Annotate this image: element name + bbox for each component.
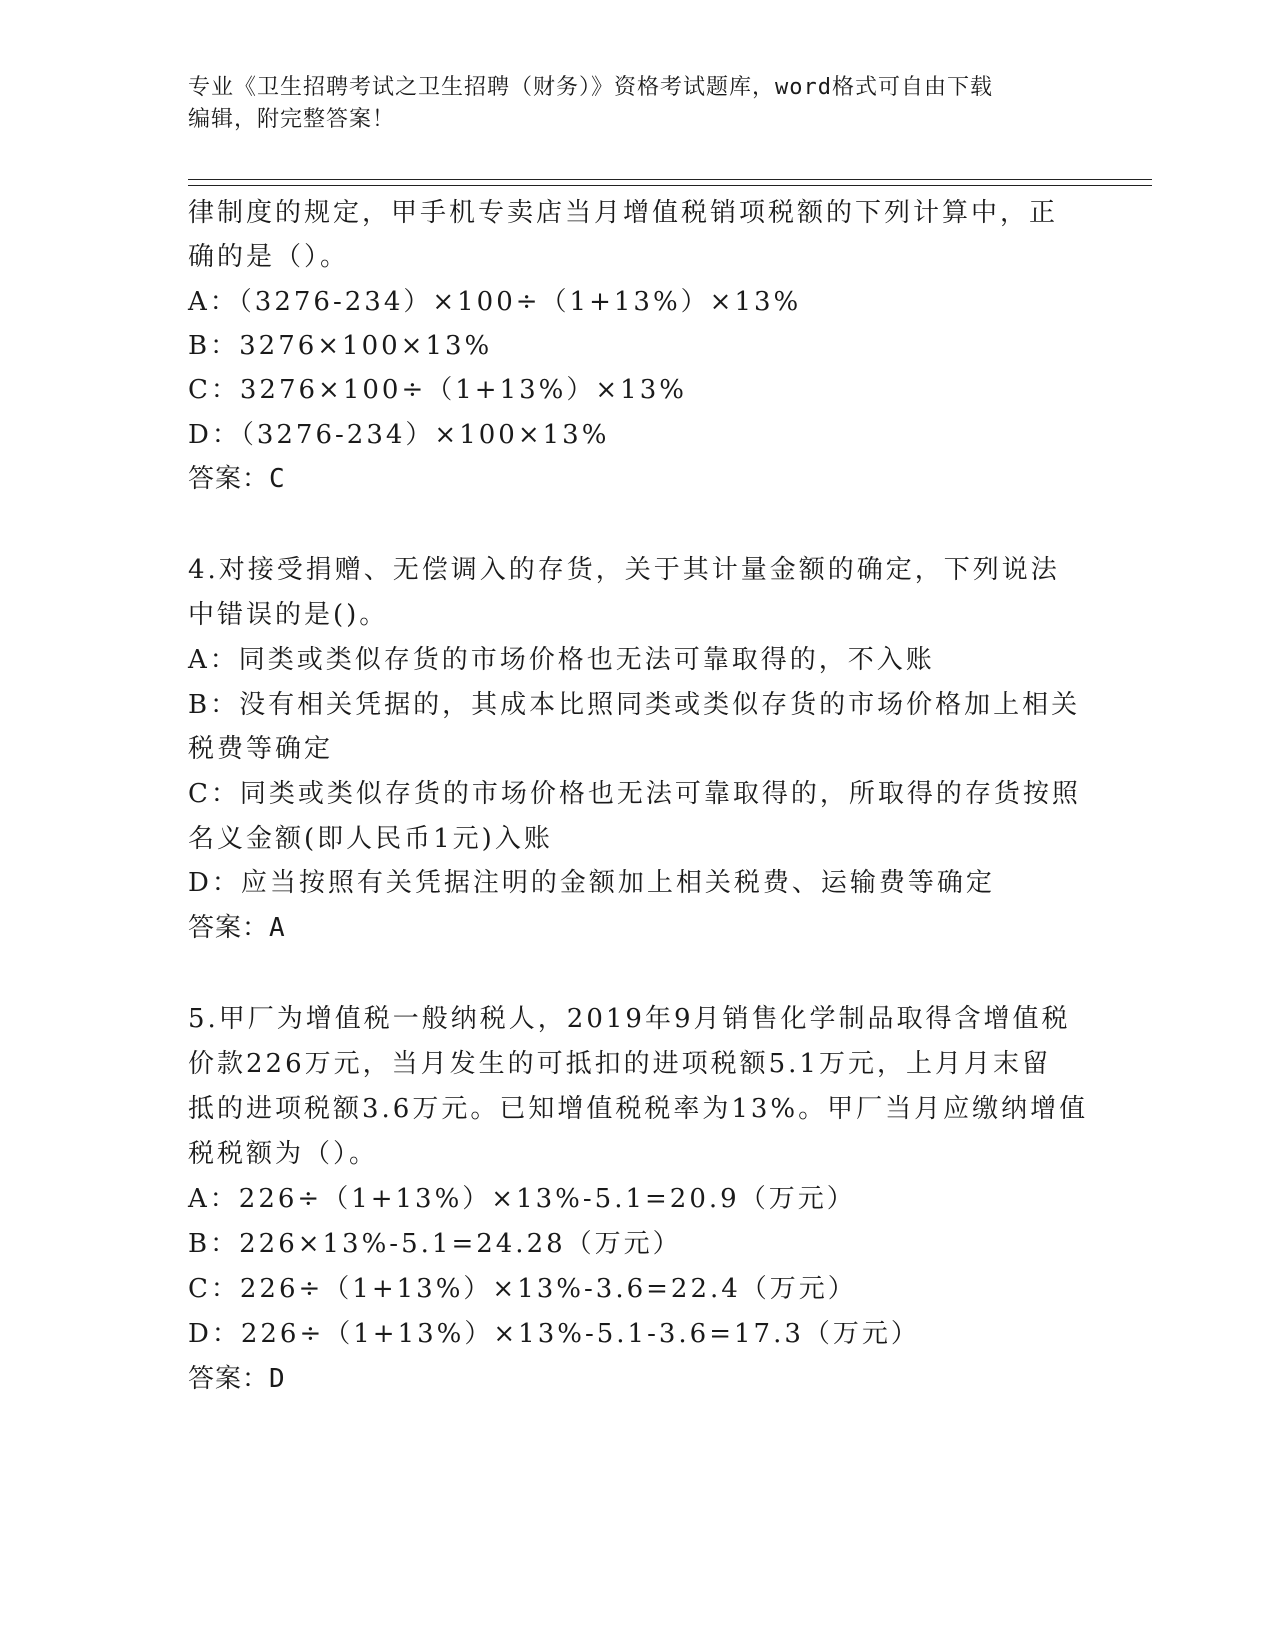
header-line-2: 编辑，附完整答案！ — [188, 107, 396, 132]
q4-stem-line-1: 4.对接受捐赠、无偿调入的存货，关于其计量金额的确定，下列说法 — [188, 555, 1060, 585]
header-divider-bottom — [188, 185, 1152, 186]
q4-option-a: A：同类或类似存货的市场价格也无法可靠取得的，不入账 — [188, 645, 935, 675]
q3-option-b: B：3276×100×13% — [188, 331, 493, 361]
q4-option-c-line-2: 名义金额(即人民币1元)入账 — [188, 824, 553, 854]
q5-stem-line-4: 税税额为（）。 — [188, 1139, 379, 1169]
q4-option-c-line-1: C：同类或类似存货的市场价格也无法可靠取得的，所取得的存货按照 — [188, 779, 1081, 809]
q4-stem-line-2: 中错误的是()。 — [188, 600, 389, 630]
q3-option-a: A：（3276-234）×100÷（1+13%）×13% — [188, 287, 802, 317]
q3-stem-line-2: 确的是（）。 — [188, 242, 350, 272]
q5-option-c: C：226÷（1+13%）×13%-3.6=22.4（万元） — [188, 1274, 857, 1304]
q3-option-d: D：（3276-234）×100×13% — [188, 420, 610, 450]
q5-option-a: A：226÷（1+13%）×13%-5.1=20.9（万元） — [188, 1184, 856, 1214]
header-line-1: 专业《卫生招聘考试之卫生招聘（财务）》资格考试题库，word格式可自由下载 — [188, 75, 993, 100]
q4-option-d: D：应当按照有关凭据注明的金额加上相关税费、运输费等确定 — [188, 868, 995, 898]
q3-stem-line-1: 律制度的规定，甲手机专卖店当月增值税销项税额的下列计算中，正 — [188, 198, 1059, 228]
q5-stem-line-1: 5.甲厂为增值税一般纳税人，2019年9月销售化学制品取得含增值税 — [188, 1004, 1071, 1034]
q5-stem-line-3: 抵的进项税额3.6万元。已知增值税税率为13%。甲厂当月应缴纳增值 — [188, 1094, 1089, 1124]
q5-option-b: B：226×13%-5.1=24.28（万元） — [188, 1229, 682, 1259]
q4-option-b-line-2: 税费等确定 — [188, 734, 334, 764]
header-divider-top — [188, 179, 1152, 180]
document-header — [188, 72, 1088, 136]
q5-option-d: D：226÷（1+13%）×13%-5.1-3.6=17.3（万元） — [188, 1319, 920, 1349]
q4-answer: 答案：A — [188, 913, 286, 943]
q4-option-b-line-1: B：没有相关凭据的，其成本比照同类或类似存货的市场价格加上相关 — [188, 690, 1081, 720]
q3-answer: 答案：C — [188, 464, 286, 494]
q5-answer: 答案：D — [188, 1364, 286, 1394]
q3-option-c: C：3276×100÷（1+13%）×13% — [188, 375, 687, 405]
q5-stem-line-2: 价款226万元，当月发生的可抵扣的进项税额5.1万元，上月月末留 — [188, 1049, 1051, 1079]
